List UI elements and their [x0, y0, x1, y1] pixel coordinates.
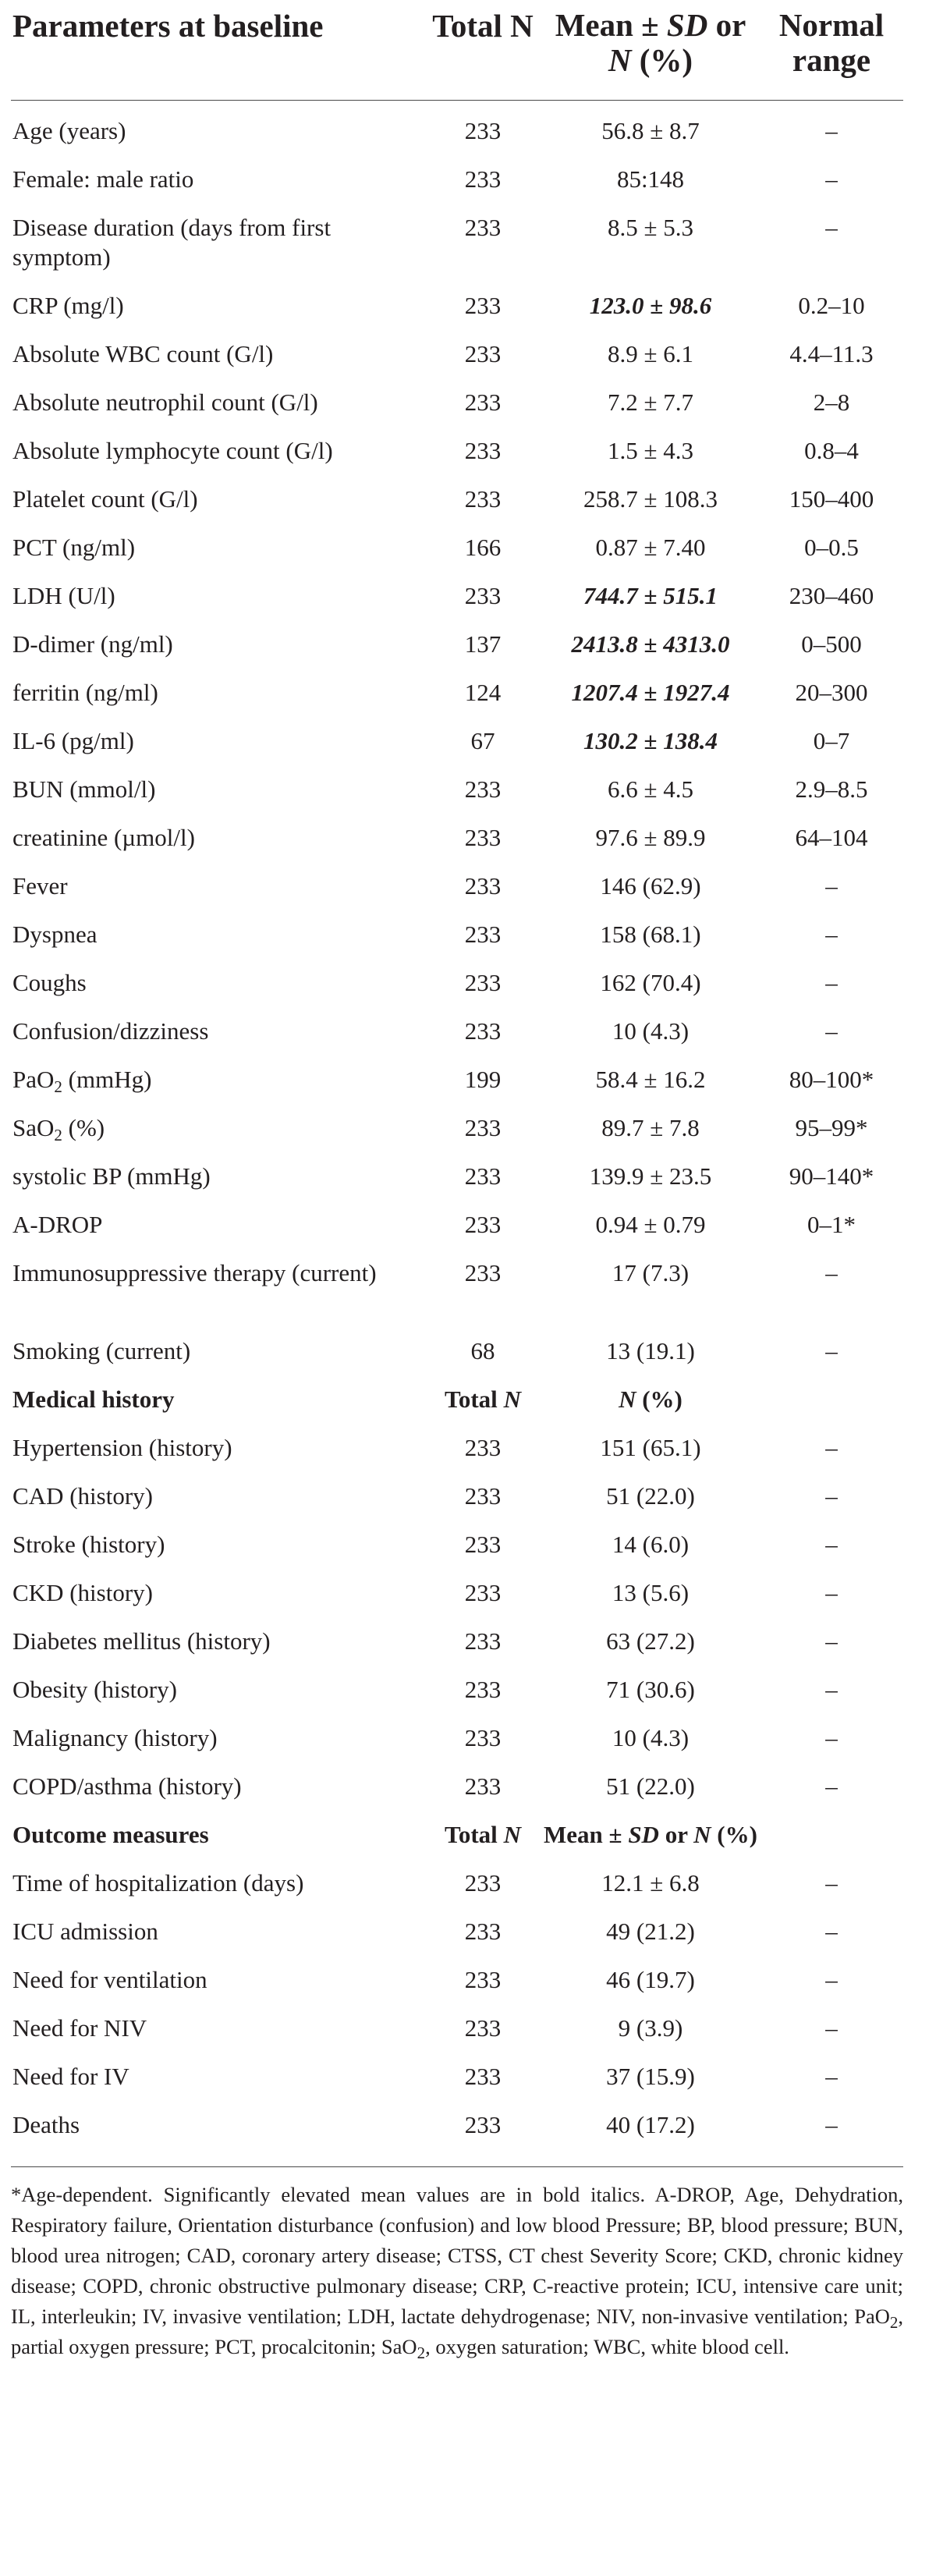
table-row: Need for ventilation 233 46 (19.7) – — [12, 1966, 838, 1993]
table-row: D-dimer (ng/ml) 137 2413.8 ± 4313.0 0–500 — [12, 630, 862, 658]
table-row: PaO$_2$ (mmHg) 199 58.4 ± 16.2 80–100* — [12, 1066, 874, 1096]
table-row: Confusion/dizziness 233 10 (4.3) – — [12, 1017, 838, 1045]
table-row: ferritin (ng/ml) 124 1207.4 ± 1927.4 20–300 — [12, 679, 868, 706]
table-row: Diabetes mellitus (history) 233 63 (27.2) – — [12, 1627, 838, 1655]
table-row: Fever 233 146 (62.9) – — [12, 872, 838, 899]
table-row: IL-6 (pg/ml) 67 130.2 ± 138.4 0–7 — [12, 727, 850, 754]
section-header-medical-history: Medical history Total N N (%) — [12, 1386, 682, 1413]
section-header-outcome-measures: Outcome measures Total N Mean ± SD or N (%) — [12, 1821, 757, 1848]
table-row: systolic BP (mmHg) 233 139.9 ± 23.5 90–140* — [12, 1162, 874, 1190]
table-row: Absolute neutrophil count (G/l) 233 7.2 ± 7.7 2–8 — [12, 389, 850, 416]
table-row: BUN (mmol/l) 233 6.6 ± 4.5 2.9–8.5 — [12, 775, 868, 803]
table-footnote: *Age-dependent. Significantly elevated mean values are in bold italics. A-DROP, Age, Dehydration, Respiratory failure, Orientation disturbance (confusion) and low blood Pressure; BP, blood pressure; BUN, blood urea nitrogen; CAD, coronary artery disease; CTSS, CT chest Severity Score; CKD, chronic kidney disease; COPD, chronic obstructive pulmonary disease; CRP, C-reactive protein; ICU, intensive care unit; IL, interleukin; IV, invasive ventilation; LDH, lactate dehydrogenase; NIV, non-invasive ventilation; PaO$_2$, partial oxygen pressure; PCT, procalcitonin; SaO$_2$, oxygen saturation; WBC, white blood cell. — [11, 2183, 903, 2362]
table-row: Time of hospitalization (days) 233 12.1 ± 6.8 – — [12, 1869, 838, 1897]
table-row: Coughs 233 162 (70.4) – — [12, 969, 838, 996]
table-row: Dyspnea 233 158 (68.1) – — [12, 921, 838, 948]
table-row: Disease duration (days from first symptom) 233 8.5 ± 5.3 – — [12, 214, 838, 271]
table-header — [11, 2, 903, 100]
table-row: A-DROP 233 0.94 ± 0.79 0–1* — [12, 1211, 856, 1238]
table-row: COPD/asthma (history) 233 51 (22.0) – — [12, 1772, 838, 1800]
table — [11, 0, 903, 2362]
table-row: Obesity (history) 233 71 (30.6) – — [12, 1676, 838, 1703]
table-row: CKD (history) 233 13 (5.6) – — [12, 1579, 838, 1606]
table-row: CRP (mg/l) 233 123.0 ± 98.6 0.2–10 — [12, 292, 865, 319]
table-row: Deaths 233 40 (17.2) – — [12, 2111, 838, 2138]
table-row: Absolute lymphocyte count (G/l) 233 1.5 ± 4.3 0.8–4 — [12, 437, 859, 464]
table-row: Smoking (current) 68 13 (19.1) – — [12, 1337, 838, 1364]
header-normal-range: Normal range — [778, 7, 885, 78]
table-row: Female: male ratio 233 85:148 – — [12, 165, 838, 193]
table-row: PCT (ng/ml) 166 0.87 ± 7.40 0–0.5 — [12, 534, 859, 561]
table-body — [11, 101, 903, 2159]
table-row: SaO$_2$ (%) 233 89.7 ± 7.8 95–99* — [12, 1114, 868, 1144]
table-row: Immunosuppressive therapy (current) 233 17 (7.3) – — [12, 1259, 838, 1286]
table-row: Need for NIV 233 9 (3.9) – — [12, 2014, 838, 2042]
header-parameters: Parameters at baseline — [12, 8, 324, 44]
table-row: Need for IV 233 37 (15.9) – — [12, 2063, 838, 2090]
table-row: LDH (U/l) 233 744.7 ± 515.1 230–460 — [12, 582, 874, 609]
table-row: Age (years) 233 56.8 ± 8.7 – — [12, 117, 838, 144]
table-row: Platelet count (G/l) 233 258.7 ± 108.3 150–400 — [12, 485, 874, 513]
table-row: CAD (history) 233 51 (22.0) – — [12, 1482, 838, 1510]
table-row: Malignancy (history) 233 10 (4.3) – — [12, 1724, 838, 1751]
header-total-n: Total N — [432, 8, 534, 44]
table-row: creatinine (µmol/l) 233 97.6 ± 89.9 64–104 — [12, 824, 868, 851]
table-row: Stroke (history) 233 14 (6.0) – — [12, 1531, 838, 1558]
table-row: Hypertension (history) 233 151 (65.1) – — [12, 1434, 838, 1461]
header-mean: Mean ± SD or N (%) — [555, 7, 746, 78]
table-row: ICU admission 233 49 (21.2) – — [12, 1918, 838, 1945]
table-row: Absolute WBC count (G/l) 233 8.9 ± 6.1 4.4–11.3 — [12, 340, 874, 367]
